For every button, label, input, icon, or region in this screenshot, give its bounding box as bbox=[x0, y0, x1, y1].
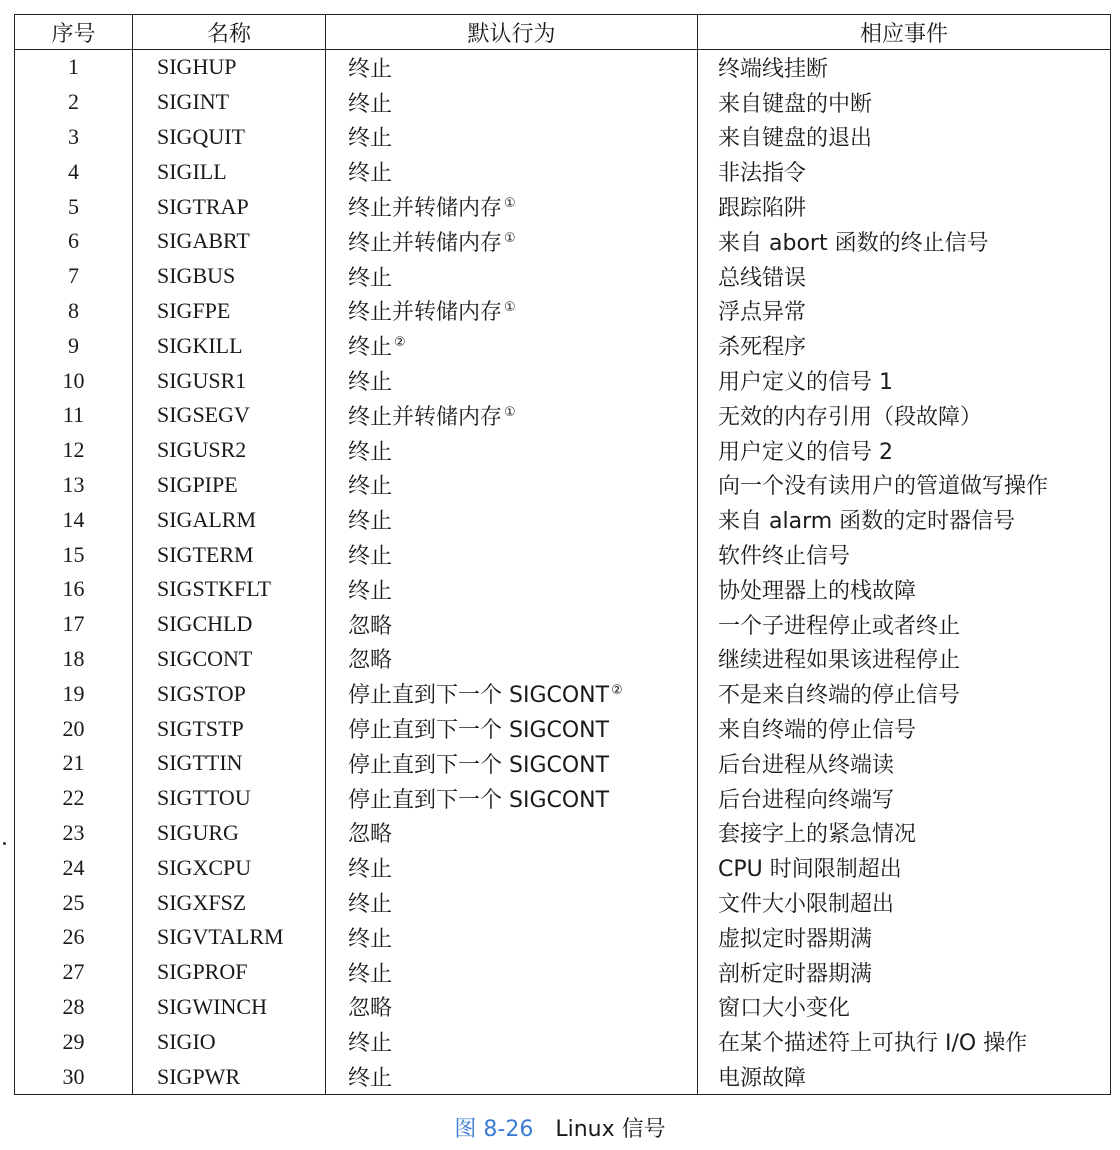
signal-number: 25 bbox=[62, 889, 85, 915]
signal-event-cell bbox=[698, 85, 1111, 120]
signal-event: 后台进程从终端读 bbox=[718, 752, 895, 778]
signal-default-action-cell bbox=[326, 1059, 698, 1094]
signal-name: SIGCONT bbox=[157, 645, 253, 671]
signal-event: CPU 时间限制超出 bbox=[718, 857, 902, 883]
table-row bbox=[15, 259, 1111, 294]
signal-name: SIGTTIN bbox=[157, 750, 243, 776]
signal-number-cell bbox=[15, 572, 133, 607]
signal-number-cell bbox=[15, 189, 133, 224]
signal-name: SIGABRT bbox=[157, 228, 250, 254]
signal-number-cell bbox=[15, 607, 133, 642]
signal-event: 来自 alarm 函数的定时器信号 bbox=[718, 509, 1016, 535]
signal-number-cell bbox=[15, 537, 133, 572]
signal-number: 22 bbox=[62, 785, 85, 811]
figure-caption bbox=[0, 1112, 1120, 1143]
signal-name-cell bbox=[133, 294, 326, 329]
signal-number-cell bbox=[15, 955, 133, 990]
signal-default-action: 终止 bbox=[348, 509, 393, 535]
signal-default-action: 停止直到下一个 SIGCONT bbox=[348, 787, 610, 813]
signal-name-cell bbox=[133, 433, 326, 468]
signal-name: SIGFPE bbox=[157, 297, 231, 323]
signal-name-cell bbox=[133, 502, 326, 537]
signal-default-action: 终止并转储内存 bbox=[348, 196, 503, 222]
signal-name-cell bbox=[133, 259, 326, 294]
table-row bbox=[15, 502, 1111, 537]
signal-event-cell bbox=[698, 398, 1111, 433]
signal-default-action-cell bbox=[326, 676, 698, 711]
signal-default-action-cell bbox=[326, 328, 698, 363]
signal-number: 21 bbox=[62, 750, 85, 776]
signal-number: 13 bbox=[62, 471, 85, 497]
signal-number: 1 bbox=[68, 54, 79, 80]
signal-number: 9 bbox=[68, 332, 79, 358]
signal-default-action: 停止直到下一个 SIGCONT bbox=[348, 683, 610, 709]
margin-mark bbox=[3, 842, 6, 845]
table-row bbox=[15, 711, 1111, 746]
table-row bbox=[15, 154, 1111, 189]
signal-name: SIGUSR2 bbox=[157, 437, 247, 463]
signal-number-cell bbox=[15, 642, 133, 677]
signal-number-cell bbox=[15, 816, 133, 851]
signal-name: SIGILL bbox=[157, 158, 227, 184]
signal-default-action: 终止 bbox=[348, 544, 393, 570]
signal-name: SIGPROF bbox=[157, 959, 248, 985]
table-row bbox=[15, 885, 1111, 920]
signal-name-cell bbox=[133, 850, 326, 885]
signal-default-action-cell bbox=[326, 781, 698, 816]
signal-event: 用户定义的信号 1 bbox=[718, 370, 893, 396]
signal-event-cell bbox=[698, 955, 1111, 990]
table-row bbox=[15, 642, 1111, 677]
signal-name-cell bbox=[133, 120, 326, 155]
signal-name-cell bbox=[133, 711, 326, 746]
header-number: 序号 bbox=[15, 15, 133, 50]
signal-number: 29 bbox=[62, 1028, 85, 1054]
header-default-action: 默认行为 bbox=[326, 15, 698, 50]
signal-default-action: 终止并转储内存 bbox=[348, 300, 503, 326]
signal-default-action-cell bbox=[326, 154, 698, 189]
signal-name: SIGTSTP bbox=[157, 715, 244, 741]
signal-name-cell bbox=[133, 885, 326, 920]
signal-number: 27 bbox=[62, 959, 85, 985]
header-event: 相应事件 bbox=[698, 15, 1111, 50]
signal-name-cell bbox=[133, 468, 326, 503]
signal-default-action-cell bbox=[326, 85, 698, 120]
footnote-marker: ① bbox=[504, 300, 516, 316]
signal-number-cell bbox=[15, 120, 133, 155]
table-row bbox=[15, 224, 1111, 259]
signal-default-action: 终止并转储内存 bbox=[348, 230, 503, 256]
table-body bbox=[15, 50, 1111, 1095]
signal-default-action: 终止 bbox=[348, 56, 393, 82]
signal-event: 来自 abort 函数的终止信号 bbox=[718, 230, 989, 256]
signal-default-action-cell bbox=[326, 955, 698, 990]
signal-number: 10 bbox=[62, 367, 85, 393]
caption-title: Linux 信号 bbox=[555, 1117, 666, 1142]
signal-default-action-cell bbox=[326, 433, 698, 468]
signal-default-action-cell bbox=[326, 850, 698, 885]
signal-number-cell bbox=[15, 294, 133, 329]
table-header bbox=[15, 15, 1111, 50]
signal-name: SIGALRM bbox=[157, 506, 257, 532]
signal-event: 不是来自终端的停止信号 bbox=[718, 683, 961, 709]
signal-number-cell bbox=[15, 711, 133, 746]
table-row bbox=[15, 363, 1111, 398]
signal-number-cell bbox=[15, 1024, 133, 1059]
signal-number-cell bbox=[15, 154, 133, 189]
signal-number: 7 bbox=[68, 263, 79, 289]
signal-name: SIGINT bbox=[157, 89, 230, 115]
signal-number-cell bbox=[15, 259, 133, 294]
signal-number-cell bbox=[15, 676, 133, 711]
signal-default-action: 终止并转储内存 bbox=[348, 404, 503, 430]
signal-number-cell bbox=[15, 433, 133, 468]
signal-event-cell bbox=[698, 990, 1111, 1025]
signal-number-cell bbox=[15, 885, 133, 920]
signal-number-cell bbox=[15, 363, 133, 398]
signal-name-cell bbox=[133, 154, 326, 189]
signal-default-action: 终止 bbox=[348, 892, 393, 918]
signal-event-cell bbox=[698, 711, 1111, 746]
signal-number: 19 bbox=[62, 680, 85, 706]
signal-name-cell bbox=[133, 1024, 326, 1059]
footnote-marker: ② bbox=[611, 682, 623, 698]
signal-event: 剖析定时器期满 bbox=[718, 961, 873, 987]
signal-name: SIGURG bbox=[157, 819, 239, 845]
signal-number-cell bbox=[15, 398, 133, 433]
signal-name-cell bbox=[133, 572, 326, 607]
signal-number: 6 bbox=[68, 228, 79, 254]
signal-default-action: 终止 bbox=[348, 578, 393, 604]
table-row bbox=[15, 920, 1111, 955]
table-row bbox=[15, 433, 1111, 468]
signal-default-action-cell bbox=[326, 502, 698, 537]
signal-event: 电源故障 bbox=[718, 1066, 807, 1091]
signal-number-cell bbox=[15, 990, 133, 1025]
table-row bbox=[15, 572, 1111, 607]
signal-event: 跟踪陷阱 bbox=[718, 196, 807, 222]
signal-default-action: 终止 bbox=[348, 439, 393, 465]
signal-default-action: 终止 bbox=[348, 335, 393, 361]
signal-event: 杀死程序 bbox=[718, 335, 807, 361]
signal-default-action-cell bbox=[326, 607, 698, 642]
signal-number: 28 bbox=[62, 993, 85, 1019]
signal-event-cell bbox=[698, 363, 1111, 398]
signal-event: 软件终止信号 bbox=[718, 544, 851, 570]
table-row bbox=[15, 537, 1111, 572]
table-row bbox=[15, 1024, 1111, 1059]
signal-default-action: 忽略 bbox=[348, 613, 393, 639]
signal-event: 文件大小限制超出 bbox=[718, 892, 895, 918]
signal-name: SIGSTOP bbox=[157, 680, 246, 706]
signal-number-cell bbox=[15, 224, 133, 259]
signal-default-action-cell bbox=[326, 642, 698, 677]
table-row bbox=[15, 294, 1111, 329]
signal-name-cell bbox=[133, 398, 326, 433]
signal-default-action: 终止 bbox=[348, 1066, 393, 1091]
table-row bbox=[15, 120, 1111, 155]
signal-number: 11 bbox=[62, 402, 85, 428]
signal-name-cell bbox=[133, 224, 326, 259]
signal-default-action-cell bbox=[326, 746, 698, 781]
footnote-marker: ① bbox=[504, 195, 516, 211]
signal-number: 12 bbox=[62, 437, 85, 463]
signal-event: 窗口大小变化 bbox=[718, 996, 851, 1022]
signal-name-cell bbox=[133, 328, 326, 363]
signal-default-action: 停止直到下一个 SIGCONT bbox=[348, 718, 610, 744]
table-row bbox=[15, 816, 1111, 851]
signal-event-cell bbox=[698, 468, 1111, 503]
signal-event: 总线错误 bbox=[718, 265, 807, 291]
signal-name-cell bbox=[133, 676, 326, 711]
signal-number-cell bbox=[15, 781, 133, 816]
signal-event-cell bbox=[698, 189, 1111, 224]
footnote-marker: ② bbox=[394, 334, 406, 350]
signal-event: 后台进程向终端写 bbox=[718, 787, 895, 813]
signal-number: 16 bbox=[62, 576, 85, 602]
signal-default-action: 终止 bbox=[348, 91, 393, 117]
signal-event: 向一个没有读用户的管道做写操作 bbox=[718, 474, 1049, 500]
signal-event-cell bbox=[698, 816, 1111, 851]
signal-default-action-cell bbox=[326, 885, 698, 920]
signal-event: 无效的内存引用（段故障） bbox=[718, 404, 983, 430]
signal-default-action-cell bbox=[326, 537, 698, 572]
signal-event-cell bbox=[698, 850, 1111, 885]
signal-default-action: 终止 bbox=[348, 370, 393, 396]
signal-event: 浮点异常 bbox=[718, 300, 807, 326]
signal-name: SIGCHLD bbox=[157, 611, 253, 637]
signal-default-action-cell bbox=[326, 711, 698, 746]
table-row bbox=[15, 990, 1111, 1025]
signal-name: SIGXCPU bbox=[157, 854, 252, 880]
table-row bbox=[15, 676, 1111, 711]
signal-event: 继续进程如果该进程停止 bbox=[718, 648, 961, 674]
signal-default-action: 终止 bbox=[348, 161, 393, 187]
linux-signals-table bbox=[14, 14, 1111, 1095]
signal-name: SIGSTKFLT bbox=[157, 576, 272, 602]
signal-default-action: 终止 bbox=[348, 857, 393, 883]
table-row bbox=[15, 468, 1111, 503]
signal-number: 2 bbox=[68, 89, 79, 115]
table-row bbox=[15, 781, 1111, 816]
signal-default-action-cell bbox=[326, 224, 698, 259]
signal-name-cell bbox=[133, 746, 326, 781]
signal-name-cell bbox=[133, 85, 326, 120]
signal-number-cell bbox=[15, 746, 133, 781]
signal-number: 18 bbox=[62, 645, 85, 671]
signal-default-action-cell bbox=[326, 294, 698, 329]
signal-name-cell bbox=[133, 990, 326, 1025]
signal-number-cell bbox=[15, 502, 133, 537]
signal-default-action-cell bbox=[326, 468, 698, 503]
signal-name: SIGPIPE bbox=[157, 471, 238, 497]
table-row bbox=[15, 955, 1111, 990]
signal-default-action: 忽略 bbox=[348, 648, 393, 674]
signal-default-action: 终止 bbox=[348, 926, 393, 952]
signal-event: 套接字上的紧急情况 bbox=[718, 822, 917, 848]
signal-name: SIGTERM bbox=[157, 541, 254, 567]
signal-number-cell bbox=[15, 50, 133, 85]
signal-name-cell bbox=[133, 363, 326, 398]
caption-label: 图 8-26 bbox=[454, 1117, 534, 1142]
signal-name-cell bbox=[133, 607, 326, 642]
signal-event: 虚拟定时器期满 bbox=[718, 926, 873, 952]
signal-event: 非法指令 bbox=[718, 161, 807, 187]
table-row bbox=[15, 189, 1111, 224]
signal-number-cell bbox=[15, 920, 133, 955]
signal-default-action: 终止 bbox=[348, 1031, 393, 1057]
signal-event-cell bbox=[698, 259, 1111, 294]
signal-name: SIGTTOU bbox=[157, 785, 251, 811]
table-row bbox=[15, 50, 1111, 85]
signal-name-cell bbox=[133, 189, 326, 224]
signal-default-action: 终止 bbox=[348, 474, 393, 500]
signal-default-action-cell bbox=[326, 398, 698, 433]
signal-default-action-cell bbox=[326, 816, 698, 851]
signal-event: 来自终端的停止信号 bbox=[718, 718, 917, 744]
signal-event-cell bbox=[698, 433, 1111, 468]
signal-event: 来自键盘的退出 bbox=[718, 126, 873, 152]
signal-number-cell bbox=[15, 85, 133, 120]
signal-event-cell bbox=[698, 746, 1111, 781]
table-row bbox=[15, 607, 1111, 642]
signal-number: 23 bbox=[62, 819, 85, 845]
signal-event-cell bbox=[698, 642, 1111, 677]
signal-event: 协处理器上的栈故障 bbox=[718, 578, 917, 604]
signal-name-cell bbox=[133, 955, 326, 990]
signal-event: 来自键盘的中断 bbox=[718, 91, 873, 117]
signal-event-cell bbox=[698, 328, 1111, 363]
signal-number: 26 bbox=[62, 924, 85, 950]
signal-number-cell bbox=[15, 468, 133, 503]
signal-number: 17 bbox=[62, 611, 85, 637]
signal-number-cell bbox=[15, 1059, 133, 1094]
signal-default-action-cell bbox=[326, 50, 698, 85]
signal-default-action: 终止 bbox=[348, 126, 393, 152]
signal-event: 用户定义的信号 2 bbox=[718, 439, 893, 465]
signal-default-action: 终止 bbox=[348, 265, 393, 291]
table-row bbox=[15, 746, 1111, 781]
signal-event-cell bbox=[698, 607, 1111, 642]
footnote-marker: ① bbox=[504, 404, 516, 420]
signal-default-action-cell bbox=[326, 990, 698, 1025]
signal-name: SIGPWR bbox=[157, 1063, 241, 1089]
signal-event-cell bbox=[698, 920, 1111, 955]
signal-event-cell bbox=[698, 120, 1111, 155]
header-name: 名称 bbox=[133, 15, 326, 50]
signal-default-action-cell bbox=[326, 920, 698, 955]
signal-name: SIGIO bbox=[157, 1028, 216, 1054]
signal-name: SIGUSR1 bbox=[157, 367, 247, 393]
signal-event-cell bbox=[698, 154, 1111, 189]
signal-number: 4 bbox=[68, 158, 79, 184]
signal-event-cell bbox=[698, 502, 1111, 537]
signal-name-cell bbox=[133, 1059, 326, 1094]
signal-number: 30 bbox=[62, 1063, 85, 1089]
signal-name: SIGWINCH bbox=[157, 993, 267, 1019]
table-row bbox=[15, 328, 1111, 363]
signal-default-action-cell bbox=[326, 1024, 698, 1059]
signal-event-cell bbox=[698, 885, 1111, 920]
signal-name: SIGQUIT bbox=[157, 123, 245, 149]
signal-default-action: 忽略 bbox=[348, 822, 393, 848]
table-row bbox=[15, 85, 1111, 120]
signal-event-cell bbox=[698, 1024, 1111, 1059]
signal-default-action: 忽略 bbox=[348, 996, 393, 1022]
signal-name: SIGHUP bbox=[157, 54, 237, 80]
signal-event-cell bbox=[698, 537, 1111, 572]
table-row bbox=[15, 1059, 1111, 1094]
signal-event-cell bbox=[698, 1059, 1111, 1094]
signal-name: SIGSEGV bbox=[157, 402, 250, 428]
signal-event-cell bbox=[698, 224, 1111, 259]
signal-name-cell bbox=[133, 50, 326, 85]
signal-default-action-cell bbox=[326, 120, 698, 155]
signal-event: 在某个描述符上可执行 I/O 操作 bbox=[718, 1031, 1028, 1057]
signal-event: 一个子进程停止或者终止 bbox=[718, 613, 961, 639]
signal-event: 终端线挂断 bbox=[718, 56, 829, 82]
signal-name-cell bbox=[133, 537, 326, 572]
signal-name-cell bbox=[133, 816, 326, 851]
signal-name-cell bbox=[133, 781, 326, 816]
table-row bbox=[15, 850, 1111, 885]
signal-default-action-cell bbox=[326, 363, 698, 398]
signal-number: 20 bbox=[62, 715, 85, 741]
signal-number-cell bbox=[15, 328, 133, 363]
signal-default-action: 停止直到下一个 SIGCONT bbox=[348, 752, 610, 778]
signal-number: 5 bbox=[68, 193, 79, 219]
signal-number: 8 bbox=[68, 297, 79, 323]
signal-event-cell bbox=[698, 572, 1111, 607]
signal-number-cell bbox=[15, 850, 133, 885]
signal-name: SIGKILL bbox=[157, 332, 243, 358]
signal-event-cell bbox=[698, 676, 1111, 711]
signal-number: 3 bbox=[68, 123, 79, 149]
signal-default-action-cell bbox=[326, 259, 698, 294]
signal-name: SIGTRAP bbox=[157, 193, 249, 219]
signal-event-cell bbox=[698, 781, 1111, 816]
signal-number: 14 bbox=[62, 506, 85, 532]
signal-name: SIGVTALRM bbox=[157, 924, 284, 950]
signal-number: 24 bbox=[62, 854, 85, 880]
signal-default-action: 终止 bbox=[348, 961, 393, 987]
signal-number: 15 bbox=[62, 541, 85, 567]
signal-default-action-cell bbox=[326, 189, 698, 224]
signal-name: SIGBUS bbox=[157, 263, 236, 289]
signal-event-cell bbox=[698, 294, 1111, 329]
signal-event-cell bbox=[698, 50, 1111, 85]
signal-default-action-cell bbox=[326, 572, 698, 607]
signal-name-cell bbox=[133, 920, 326, 955]
signal-name-cell bbox=[133, 642, 326, 677]
signal-name: SIGXFSZ bbox=[157, 889, 247, 915]
footnote-marker: ① bbox=[504, 230, 516, 246]
table-row bbox=[15, 398, 1111, 433]
